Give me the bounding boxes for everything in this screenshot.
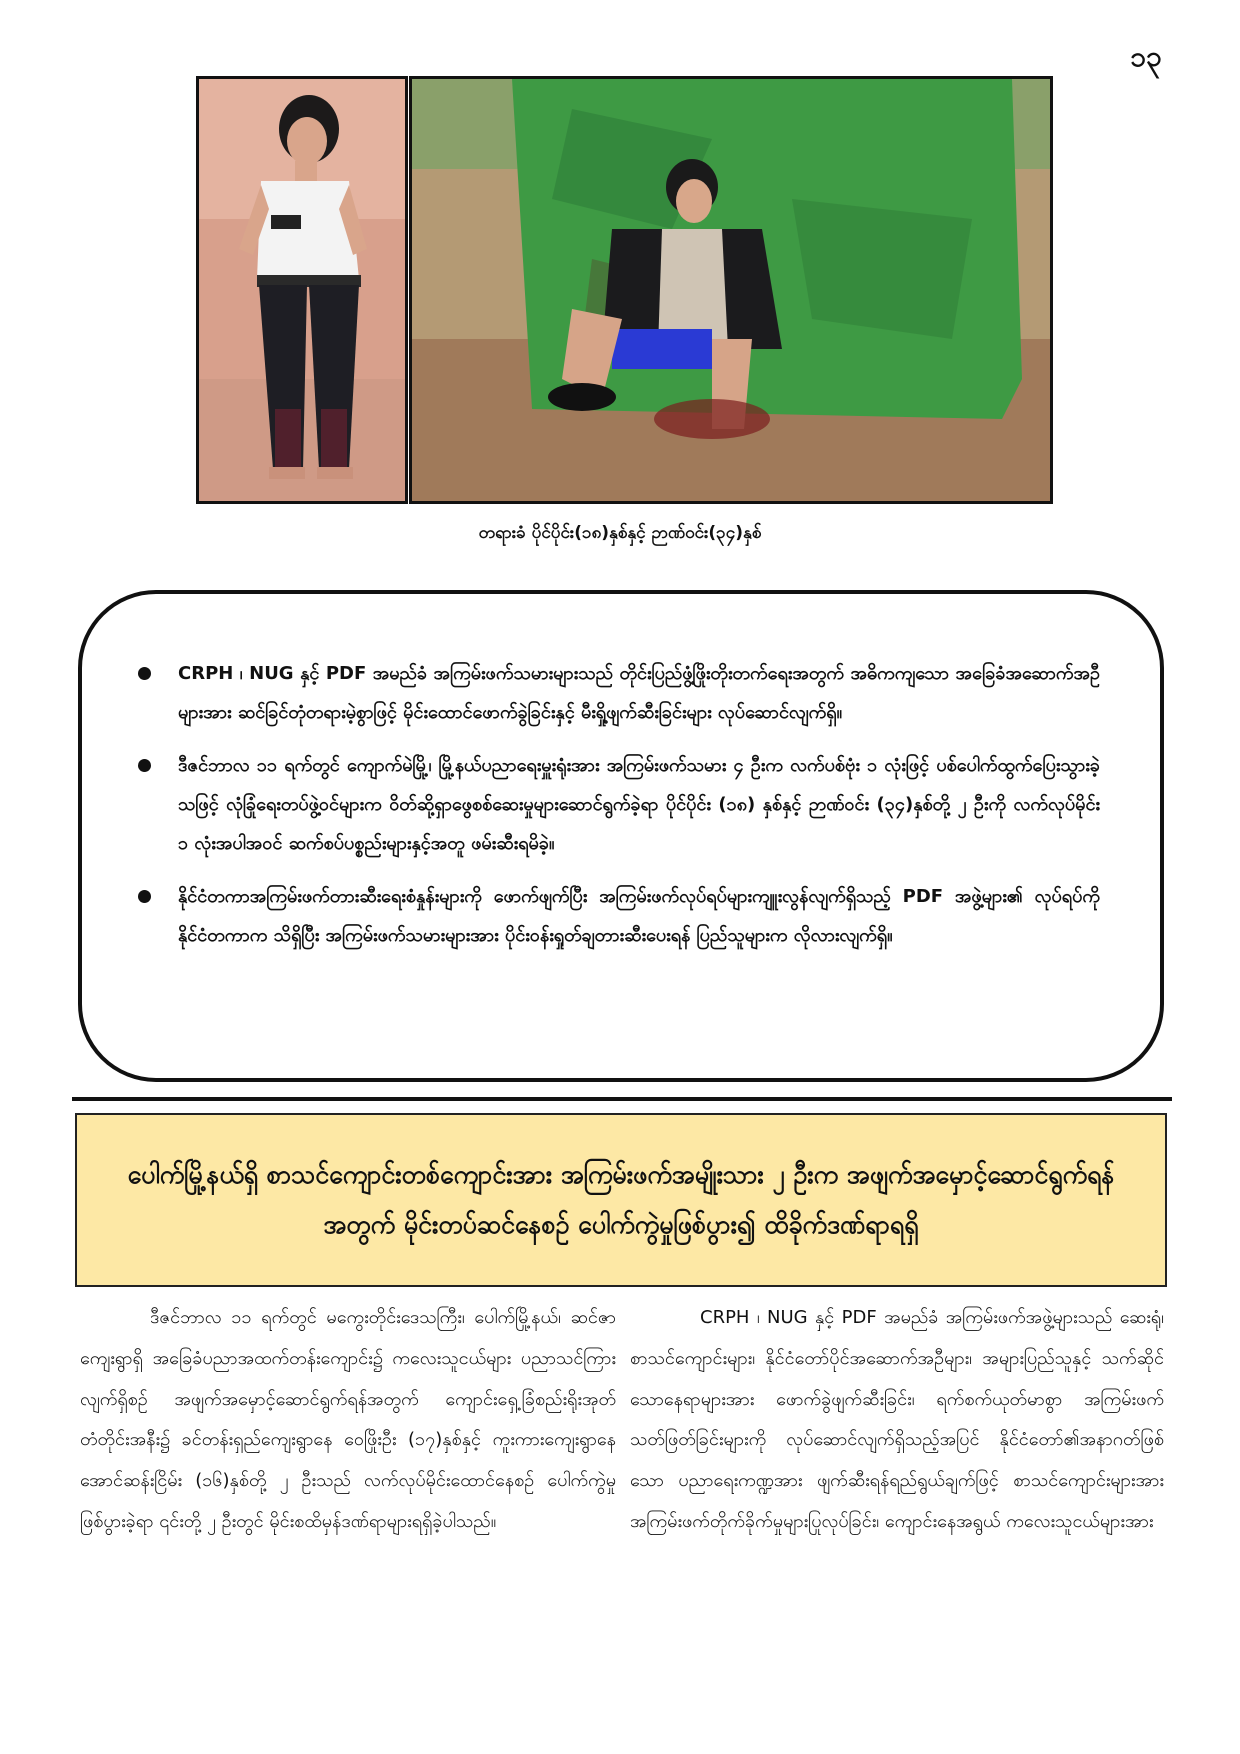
section-divider [72,1097,1172,1101]
photo-caption: တရားခံ ပိုင်ပိုင်း(၁၈)နှစ်နှင့် ဉာဏ်ဝင်း(၃၄)နှစ် [478,523,762,543]
headline-box [75,1113,1167,1287]
bullet-icon [138,890,151,903]
summary-item-text: ဒီဇင်ဘာလ ၁၁ ရက်တွင် ကျောက်မဲမြို့၊ မြို့နယ်ပညာရေးမှူးရုံးအား အကြမ်းဖက်သမား ၄ ဦးက လက်ပစ်ဗုံး ၁ လုံးဖြင့် ပစ်ပေါက်ထွက်ပြေးသွားခဲ့သဖြင့် လုံခြုံရေးတပ်ဖွဲ့ဝင်များက ဝိတ်ဆို့ရှာဖွေစစ်ဆေးမှုများဆောင်ရွက်ခဲ့ရာ ပိုင်ပိုင်း (၁၈) နှစ်နှင့် ဉာဏ်ဝင်း (၃၄)နှစ်တို့ ၂ ဦးကို လက်လုပ်မိုင်း ၁ လုံးအပါအဝင် ဆက်စပ်ပစ္စည်းများနှင့်အတူ ဖမ်းဆီးရမိခဲ့။ [178,755,1100,854]
summary-item-text: နိုင်ငံတကာအကြမ်းဖက်တားဆီးရေးစံနှုန်းများကို ဖောက်ဖျက်ပြီး အကြမ်းဖက်လုပ်ရပ်များကျူးလွန်လျက်ရှိသည့် PDF အဖွဲ့များ၏ လုပ်ရပ်ကိုနိုင်ငံတကာက သိရှိပြီး အကြမ်းဖက်သမားများအား ပိုင်းဝန်းရှုတ်ချတားဆီးပေးရန် ပြည်သူများက လိုလားလျက်ရှိ။ [178,886,1100,946]
bullet-icon [138,759,151,772]
standing-person-photo [196,76,408,504]
summary-list [138,654,1100,955]
headline: ပေါက်မြို့နယ်ရှိ စာသင်ကျောင်းတစ်ကျောင်းအား အကြမ်းဖက်အမျိုးသား ၂ ဦးက အဖျက်အမှောင့်ဆောင်ရွက်ရန်အတွက် မိုင်းတပ်ဆင်နေစဉ် ပေါက်ကွဲမှုဖြစ်ပွား၍ ထိခိုက်ဒဏ်ရာရရှိ [127,1160,1115,1239]
body-column-left [80,1298,616,1543]
summary-item [138,654,1100,732]
summary-item-text: CRPH ၊ NUG နှင့် PDF အမည်ခံ အကြမ်းဖက်သမားများသည် တိုင်းပြည်ဖွံ့ဖြိုးတိုးတက်ရေးအတွက် အဓိကကျသော အခြေခံအဆောက်အဦများအား ဆင်ခြင်တုံတရားမဲ့စွာဖြင့် မိုင်းထောင်ဖောက်ခွဲခြင်းနှင့် မီးရှို့ဖျက်ဆီးခြင်းများ လုပ်ဆောင်လျက်ရှိ။ [178,663,1100,723]
bullet-icon [138,667,151,680]
body-right-text: CRPH ၊ NUG နှင့် PDF အမည်ခံ အကြမ်းဖက်အဖွဲ့များသည် ဆေးရုံ၊ စာသင်ကျောင်းများ၊ နိုင်ငံတော်ပိုင်အဆောက်အဦများ၊ အများပြည်သူနှင့် သက်ဆိုင်သောနေရာများအား ဖောက်ခွဲဖျက်ဆီးခြင်း၊ ရက်စက်ယုတ်မာစွာ အကြမ်းဖက်သတ်ဖြတ်ခြင်းများကို လုပ်ဆောင်လျက်ရှိသည့်အပြင် နိုင်ငံတော်၏အနာဂတ်ဖြစ်သော ပညာရေးကဏ္ဍအား ဖျက်ဆီးရန်ရည်ရွယ်ချက်ဖြင့် စာသင်ကျောင်းများအား အကြမ်းဖက်တိုက်ခိုက်မှုများပြုလုပ်ခြင်း၊ ကျောင်းနေအရွယ် ကလေးသူငယ်များအား [630,1307,1164,1532]
body-column-right [630,1298,1164,1543]
page-number: ၁၃ [1130,40,1162,73]
injured-person-photo [409,76,1053,504]
body-left-text: ဒီဇင်ဘာလ ၁၁ ရက်တွင် မကွေးတိုင်းဒေသကြီး၊ ပေါက်မြို့နယ်၊ ဆင်ဇာကျေးရွာရှိ အခြေခံပညာအထက်တန်းကျောင်း၌ ကလေးသူငယ်များ ပညာသင်ကြားလျက်ရှိစဉ် အဖျက်အမှောင့်ဆောင်ရွက်ရန်အတွက် ကျောင်းရှေ့ခြံစည်းရိုးအုတ်တံတိုင်းအနီး၌ ခင်တန်းရှည်ကျေးရွာနေ ဝေဖြိုးဦး (၁၇)နှစ်နှင့် ကူးကားကျေးရွာနေ အောင်ဆန်းငြိမ်း (၁၆)နှစ်တို့ ၂ ဦးသည် လက်လုပ်မိုင်းထောင်နေစဉ် ပေါက်ကွဲမှုဖြစ်ပွားခဲ့ရာ ၎င်းတို့ ၂ ဦးတွင် မိုင်းစထိမှန်ဒဏ်ရာများရရှိခဲ့ပါသည်။ [80,1307,616,1532]
summary-item [138,746,1100,863]
summary-item [138,877,1100,955]
summary-box [78,590,1164,1082]
